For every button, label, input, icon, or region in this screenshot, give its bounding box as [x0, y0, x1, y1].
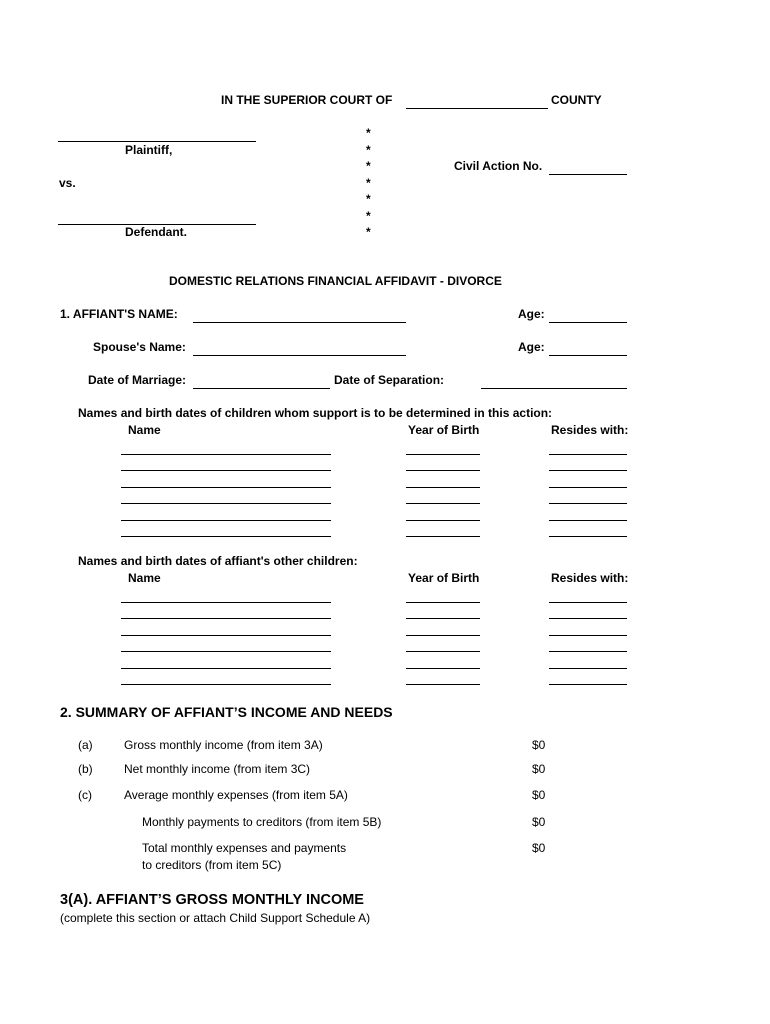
summary-subrow-value: $0: [532, 841, 546, 855]
county-suffix: COUNTY: [551, 93, 602, 107]
spouse-age-label: Age:: [518, 340, 545, 354]
child-resides-with-field[interactable]: [549, 536, 627, 537]
spouse-name-field[interactable]: [193, 355, 406, 356]
caption-separator-star: *: [366, 143, 371, 157]
other-child-birth-year-field[interactable]: [406, 635, 480, 636]
section3a-subheading: (complete this section or attach Child Support Schedule A): [60, 911, 371, 925]
other-child-name-field[interactable]: [121, 651, 331, 652]
affiant-age-label: Age:: [518, 307, 545, 321]
summary-row-label: Net monthly income (from item 3C): [124, 762, 311, 776]
civil-action-number-field[interactable]: [549, 174, 627, 175]
other-child-birth-year-field[interactable]: [406, 602, 480, 603]
plaintiff-name-field[interactable]: [58, 141, 256, 142]
child-name-field[interactable]: [121, 503, 331, 504]
caption-separator-star: *: [366, 176, 371, 190]
form-title: DOMESTIC RELATIONS FINANCIAL AFFIDAVIT - DIVORCE: [169, 274, 502, 288]
caption-separator-star: *: [366, 192, 371, 206]
caption-separator-star: *: [366, 225, 371, 239]
other-child-name-field[interactable]: [121, 602, 331, 603]
other-child-name-field[interactable]: [121, 618, 331, 619]
spouse-age-field[interactable]: [549, 355, 627, 356]
column-header-name: Name: [128, 571, 161, 585]
summary-row-letter: (b): [78, 762, 93, 776]
other-children-heading: Names and birth dates of affiant's other children:: [78, 554, 358, 568]
summary-subrow-value: $0: [532, 815, 546, 829]
other-child-birth-year-field[interactable]: [406, 684, 480, 685]
child-name-field[interactable]: [121, 470, 331, 471]
summary-row-letter: (c): [78, 788, 92, 802]
other-child-resides-with-field[interactable]: [549, 635, 627, 636]
column-header-name: Name: [128, 423, 161, 437]
other-child-birth-year-field[interactable]: [406, 668, 480, 669]
summary-subrow-label: Monthly payments to creditors (from item 5B): [142, 815, 382, 829]
child-name-field[interactable]: [121, 536, 331, 537]
child-resides-with-field[interactable]: [549, 454, 627, 455]
child-birth-year-field[interactable]: [406, 487, 480, 488]
summary-row-label: Average monthly expenses (from item 5A): [124, 788, 348, 802]
date-of-marriage-label: Date of Marriage:: [88, 373, 187, 387]
other-child-birth-year-field[interactable]: [406, 651, 480, 652]
summary-row-value: $0: [532, 762, 546, 776]
other-child-resides-with-field[interactable]: [549, 651, 627, 652]
summary-subrow-label-line1: Total monthly expenses and payments: [142, 841, 347, 855]
other-child-name-field[interactable]: [121, 684, 331, 685]
caption-separator-star: *: [366, 159, 371, 173]
county-name-field[interactable]: [406, 108, 548, 109]
other-child-resides-with-field[interactable]: [549, 684, 627, 685]
court-prefix: IN THE SUPERIOR COURT OF: [221, 93, 393, 107]
summary-row-value: $0: [532, 738, 546, 752]
summary-row-value: $0: [532, 788, 546, 802]
column-header-resides-with: Resides with:: [551, 423, 629, 437]
civil-action-label: Civil Action No.: [454, 159, 543, 173]
child-birth-year-field[interactable]: [406, 503, 480, 504]
child-birth-year-field[interactable]: [406, 470, 480, 471]
vs-label: vs.: [59, 176, 76, 190]
child-resides-with-field[interactable]: [549, 503, 627, 504]
child-name-field[interactable]: [121, 520, 331, 521]
other-child-birth-year-field[interactable]: [406, 618, 480, 619]
caption-separator-star: *: [366, 126, 371, 140]
other-child-name-field[interactable]: [121, 668, 331, 669]
other-child-name-field[interactable]: [121, 635, 331, 636]
date-of-separation-label: Date of Separation:: [334, 373, 445, 387]
child-name-field[interactable]: [121, 487, 331, 488]
date-of-separation-field[interactable]: [481, 388, 627, 389]
column-header-year-of-birth: Year of Birth: [408, 423, 480, 437]
summary-subrow-label-line2: to creditors (from item 5C): [142, 858, 282, 872]
column-header-year-of-birth: Year of Birth: [408, 571, 480, 585]
summary-row-label: Gross monthly income (from item 3A): [124, 738, 323, 752]
section2-heading: 2. SUMMARY OF AFFIANT’S INCOME AND NEEDS: [60, 704, 393, 720]
child-birth-year-field[interactable]: [406, 454, 480, 455]
child-resides-with-field[interactable]: [549, 470, 627, 471]
caption-separator-star: *: [366, 209, 371, 223]
plaintiff-label: Plaintiff,: [125, 143, 173, 157]
affiant-name-field[interactable]: [193, 322, 406, 323]
column-header-resides-with: Resides with:: [551, 571, 629, 585]
other-child-resides-with-field[interactable]: [549, 668, 627, 669]
section3a-heading: 3(A). AFFIANT’S GROSS MONTHLY INCOME: [60, 892, 364, 908]
other-child-resides-with-field[interactable]: [549, 618, 627, 619]
affiant-name-label: 1. AFFIANT'S NAME:: [60, 307, 178, 321]
defendant-label: Defendant.: [125, 225, 188, 239]
affiant-age-field[interactable]: [549, 322, 627, 323]
child-resides-with-field[interactable]: [549, 487, 627, 488]
children-support-heading: Names and birth dates of children whom support is to be determined in this action:: [78, 406, 553, 420]
date-of-marriage-field[interactable]: [193, 388, 330, 389]
child-resides-with-field[interactable]: [549, 520, 627, 521]
spouse-name-label: Spouse's Name:: [93, 340, 186, 354]
other-child-resides-with-field[interactable]: [549, 602, 627, 603]
child-name-field[interactable]: [121, 454, 331, 455]
child-birth-year-field[interactable]: [406, 520, 480, 521]
child-birth-year-field[interactable]: [406, 536, 480, 537]
summary-row-letter: (a): [78, 738, 93, 752]
